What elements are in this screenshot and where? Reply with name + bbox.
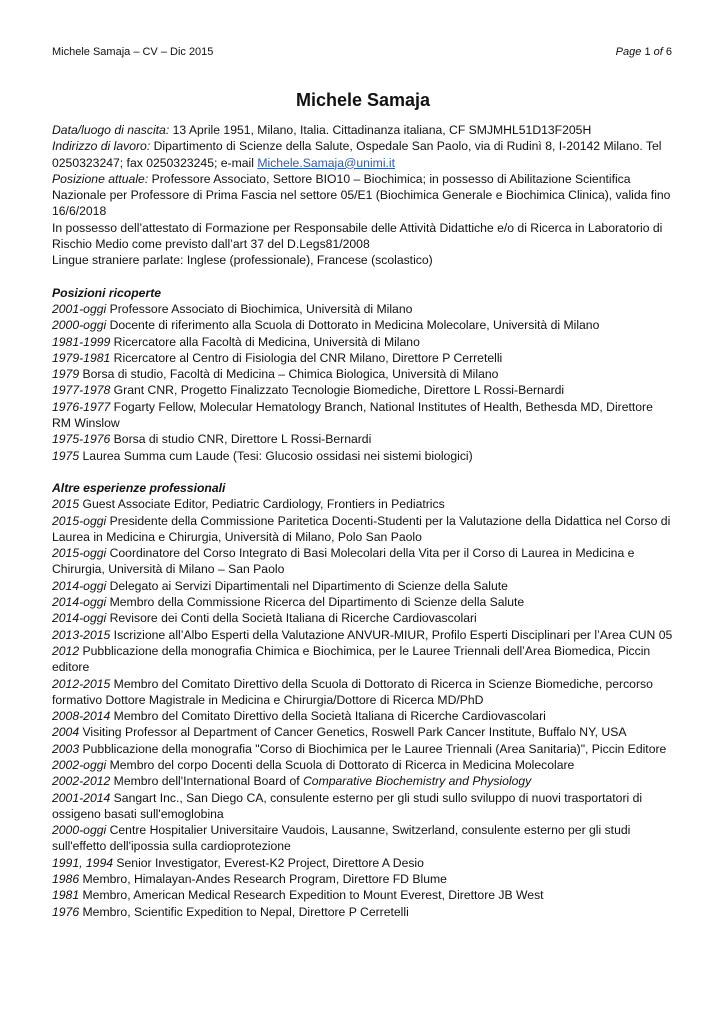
languages-line: Lingue straniere parlate: Inglese (professionale), Francese (scolastico) bbox=[52, 253, 433, 268]
item-year: 1981 bbox=[52, 888, 80, 903]
current-position bbox=[52, 171, 674, 220]
item-year: 1976-1977 bbox=[52, 399, 111, 414]
page-total: 6 bbox=[665, 46, 672, 58]
item-year: 2015-oggi bbox=[52, 546, 107, 561]
item-text: Membro della Commissione Ricerca del Dipartimento di Scienze della Salute bbox=[106, 595, 525, 610]
item-text: Ricercatore al Centro di Fisiologia del CNR Milano, Direttore P Cerretelli bbox=[110, 350, 503, 365]
experience-item bbox=[52, 855, 674, 871]
experience-item bbox=[52, 627, 674, 643]
experience-item bbox=[52, 887, 674, 903]
experience-item bbox=[52, 545, 674, 578]
of-word: of bbox=[653, 46, 663, 58]
experience-item bbox=[52, 496, 674, 512]
positions-list bbox=[52, 301, 674, 464]
item-text: Membro dell'International Board of bbox=[110, 774, 303, 789]
experience-item bbox=[52, 790, 674, 823]
item-text: Ricercatore alla Facoltà di Medicina, Università di Milano bbox=[110, 334, 420, 349]
experiences-heading: Altre esperienze professionali bbox=[52, 480, 226, 495]
item-text: Senior Investigator, Everest-K2 Project, Direttore A Desio bbox=[113, 855, 424, 870]
item-year: 2012-2015 bbox=[52, 676, 111, 691]
person-name: Michele Samaja bbox=[295, 90, 431, 110]
experience-item bbox=[52, 757, 674, 773]
birth-text: 13 Aprile 1951, Milano, Italia. Cittadinanza italiana, CF SMJMHL51D13F205H bbox=[169, 123, 592, 137]
training-line: In possesso dell’attestato di Formazione per Responsabile delle Attività Didattiche e/o di Ricerca in Laboratorio di Rischio Medio come previsto dall’art 37 del D.Legs81/2008 bbox=[52, 220, 663, 252]
item-text: Revisore dei Conti della Società Italiana di Ricerche Cardiovascolari bbox=[106, 611, 477, 626]
item-text: Docente di riferimento alla Scuola di Dottorato in Medicina Molecolare, Università di Milano bbox=[106, 318, 600, 333]
position-item bbox=[52, 350, 674, 366]
item-year: 2015 bbox=[52, 497, 80, 512]
item-year: 1977-1978 bbox=[52, 383, 111, 398]
item-text: Professore Associato di Biochimica, Università di Milano bbox=[106, 301, 413, 316]
header-title: Michele Samaja – CV – Dic 2015 bbox=[52, 46, 214, 58]
experience-item bbox=[52, 643, 674, 676]
experience-item bbox=[52, 871, 674, 887]
work-label: Indirizzo di lavoro: bbox=[52, 139, 151, 154]
item-text: Presidente della Commissione Paritetica Docenti-Studenti per la Valutazione della Didattica nel Corso di Laurea in Medicina e Chirurgia, Università di Milano, Polo San Paolo bbox=[52, 513, 671, 544]
experiences-list bbox=[52, 496, 674, 920]
item-text: Membro, Himalayan-Andes Research Program, Direttore FD Blume bbox=[79, 872, 447, 887]
item-year: 2004 bbox=[52, 725, 80, 740]
item-year: 1976 bbox=[52, 904, 80, 919]
item-year: 2002-2012 bbox=[52, 774, 111, 789]
experience-item bbox=[52, 513, 674, 546]
item-year: 1979-1981 bbox=[52, 350, 111, 365]
work-address bbox=[52, 138, 674, 171]
item-text: Membro del corpo Docenti della Scuola di Dottorato di Ricerca in Medicina Molecolare bbox=[106, 757, 575, 772]
email-link[interactable]: Michele.Samaja@unimi.it bbox=[257, 155, 396, 170]
page-word: Page bbox=[615, 46, 642, 58]
item-text: Membro del Comitato Direttivo della Società Italiana di Ricerche Cardiovascolari bbox=[110, 709, 546, 724]
position-text: Professore Associato, Settore BIO10 – Biochimica; in possesso di Abilitazione Scientifica Nazionale per Professore di Prima Fascia nel settore 05/E1 (Biochimica Generale e Biochimica Clinica), valida fino 16/6/2018 bbox=[52, 171, 671, 219]
position-item bbox=[52, 301, 674, 317]
item-year: 2014-oggi bbox=[52, 595, 107, 610]
item-text: Pubblicazione della monografia "Corso di Biochimica per le Lauree Triennali (Area Sanitaria)", Piccin Editore bbox=[79, 741, 667, 756]
position-label: Posizione attuale: bbox=[52, 171, 149, 186]
item-year: 2001-oggi bbox=[52, 301, 107, 316]
item-year: 1991, 1994 bbox=[52, 855, 113, 870]
experience-item bbox=[52, 708, 674, 724]
experience-item bbox=[52, 724, 674, 740]
experience-item bbox=[52, 822, 674, 855]
item-year: 2002-oggi bbox=[52, 757, 107, 772]
item-text: Iscrizione all’Albo Esperti della Valutazione ANVUR-MIUR, Profilo Esperti Disciplinari per l’Area CUN 05 bbox=[110, 627, 673, 642]
item-year: 2001-2014 bbox=[52, 790, 111, 805]
item-year: 2008-2014 bbox=[52, 709, 111, 724]
page-counter bbox=[616, 44, 672, 60]
item-year: 2000-oggi bbox=[52, 823, 107, 838]
item-text: Coordinatore del Corso Integrato di Basi Molecolari della Vita per il Corso di Laurea in Medicina e Chirurgia, Università di Milano – San Paolo bbox=[52, 546, 635, 577]
position-item bbox=[52, 399, 674, 432]
position-item bbox=[52, 382, 674, 398]
experience-item bbox=[52, 773, 674, 789]
item-year: 2015-oggi bbox=[52, 513, 107, 528]
birth-line bbox=[52, 122, 674, 138]
cv-content bbox=[52, 88, 674, 920]
item-year: 2003 bbox=[52, 741, 80, 756]
item-year: 2014-oggi bbox=[52, 578, 107, 593]
position-item bbox=[52, 448, 674, 464]
item-emphasis: Comparative Biochemistry and Physiology bbox=[303, 774, 532, 789]
item-text: Membro del Comitato Direttivo della Scuola di Dottorato di Ricerca in Scienze Biomediche, percorso formativo Dottore Magistrale in Medicina e Chirurgia/Dottore di Ricerca MD/PhD bbox=[52, 676, 653, 707]
item-text: Grant CNR, Progetto Finalizzato Tecnologie Biomediche, Direttore L Rossi-Bernardi bbox=[110, 383, 565, 398]
experience-item bbox=[52, 676, 674, 709]
item-year: 2012 bbox=[52, 643, 80, 658]
item-text: Fogarty Fellow, Molecular Hematology Branch, National Institutes of Health, Bethesda MD, Direttore RM Winslow bbox=[52, 399, 653, 431]
item-text: Delegato ai Servizi Dipartimentali nel Dipartimento di Scienze della Salute bbox=[106, 578, 508, 593]
item-text: Centre Hospitalier Universitaire Vaudois, Lausanne, Switzerland, consulente esterno per gli studi sull'effetto dell'ipossia sulla cardioprotezione bbox=[52, 823, 631, 854]
item-year: 2000-oggi bbox=[52, 318, 107, 333]
position-item bbox=[52, 334, 674, 350]
item-year: 2013-2015 bbox=[52, 627, 111, 642]
position-item bbox=[52, 317, 674, 333]
item-text: Borsa di studio, Facoltà di Medicina – Chimica Biologica, Università di Milano bbox=[79, 367, 499, 382]
item-year: 1975-1976 bbox=[52, 432, 111, 447]
experience-item bbox=[52, 610, 674, 626]
item-text: Visiting Professor al Department of Cancer Genetics, Roswell Park Cancer Institute, Buffalo NY, USA bbox=[79, 725, 627, 740]
page-header bbox=[52, 44, 672, 60]
position-item bbox=[52, 366, 674, 382]
positions-heading: Posizioni ricoperte bbox=[52, 285, 162, 300]
item-text: Membro, American Medical Research Expedition to Mount Everest, Direttore JB West bbox=[79, 888, 544, 903]
item-text: Guest Associate Editor, Pediatric Cardiology, Frontiers in Pediatrics bbox=[79, 497, 445, 512]
experience-item bbox=[52, 904, 674, 920]
item-text: Pubblicazione della monografia Chimica e Biochimica, per le Lauree Triennali dell’Area Biomedica, Piccin editore bbox=[52, 643, 651, 675]
item-text: Membro, Scientific Expedition to Nepal, Direttore P Cerretelli bbox=[79, 904, 409, 919]
item-year: 1986 bbox=[52, 872, 80, 887]
birth-label: Data/luogo di nascita: bbox=[52, 123, 170, 137]
item-year: 2014-oggi bbox=[52, 611, 107, 626]
item-text: Laurea Summa cum Laude (Tesi: Glucosio ossidasi nei sistemi biologici) bbox=[79, 448, 473, 463]
item-text: Sangart Inc., San Diego CA, consulente esterno per gli studi sullo sviluppo di nuovi trasportatori di ossigeno basati sull'emoglobina bbox=[52, 790, 643, 821]
item-text: Borsa di studio CNR, Direttore L Rossi-Bernardi bbox=[110, 432, 372, 447]
experience-item bbox=[52, 578, 674, 594]
work-text: Dipartimento di Scienze della Salute, Ospedale San Paolo, via di Rudinì 8, I-20142 Milano. Tel 0250323247; fax 0250323245; e-mail bbox=[52, 139, 662, 170]
item-year: 1981-1999 bbox=[52, 334, 111, 349]
page-number: 1 bbox=[644, 46, 651, 58]
item-year: 1975 bbox=[52, 448, 80, 463]
item-year: 1979 bbox=[52, 367, 80, 382]
experience-item bbox=[52, 594, 674, 610]
position-item bbox=[52, 431, 674, 447]
experience-item bbox=[52, 741, 674, 757]
